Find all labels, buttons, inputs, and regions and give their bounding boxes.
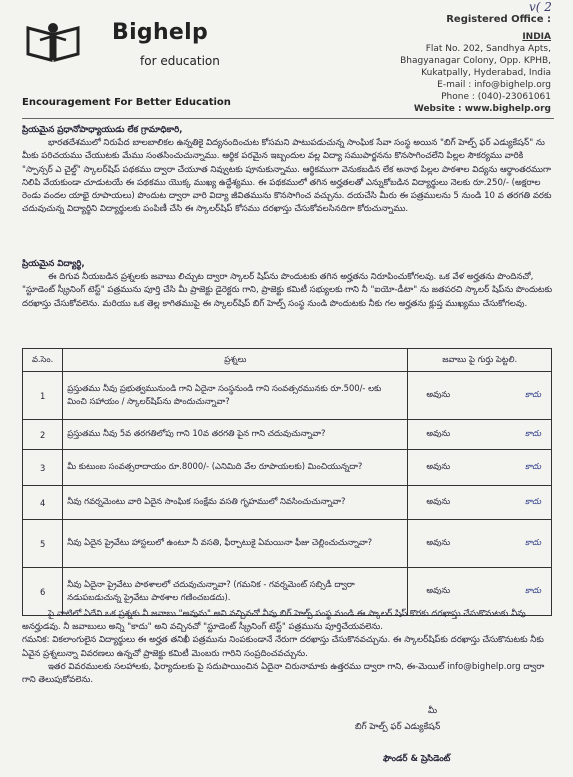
- paragraph-eligibility: ఈ దిగువ నీయబడిన ప్రశ్నలకు జవాబు లిచ్చుట ద్వారా స్కాలర్ షిప్‌ను పొందుటకు తగిన అర్హతను నిరూపించుకోగలవు. ఒక వేళ అర్హతను పొందినచో, "స్టూడెంట్ స్క్రీనింగ్ టెస్ట్" పత్రమును పూర్తి చేసి మీ ప్రాజెక్టు డైరెక్టరు గాని, ప్రాజెక్టు కమిటీ సభ్యులకు గాని నీ "ఐయో-డీటా" ను జతపరచి స్కాలర్ షిప్‌ను పొందుటకు దరఖాస్తు చేసుకోవలెను. మరియు ఒక తెల్ల కాగితముపై ఈ స్కాలర్‌షిప్ బిగ్ హెల్ప్ సంస్థ నుండి పొందుటకు నీకు గల అర్హతను క్లుప్త ముఖ్యము చేసుకోగలవు.: [22, 272, 553, 309]
- row-question: ప్రస్తుతము నీవు 5వ తరగతిలోపు గాని 10వ తరగతి పైన గాని చదువుచున్నావా?: [63, 420, 408, 450]
- answer-cell: [408, 486, 552, 520]
- address-phone: Phone : (040)-23061061: [441, 92, 551, 102]
- row-question: నీవు ఏదైన ప్రైవేటు హాస్టలులో ఉంటూ నీ వసతి, ఫీర్పాటుకై ఏమయినా ఫీజు చెల్లించుచున్నావా?: [63, 520, 408, 568]
- address-email: E-mail : info@bighelp.org: [437, 80, 551, 90]
- salutation-headmaster: ప్రియమైన ప్రధానోపాధ్యాయుడు లేక గ్రామాధికారి,: [22, 125, 183, 135]
- answer-no-option-marked[interactable]: కాదు: [524, 537, 541, 547]
- row-number: 6: [23, 568, 63, 616]
- answer-no-option-marked[interactable]: కాదు: [524, 585, 541, 595]
- eligibility-table-wrapper: [22, 348, 552, 616]
- registered-office-address: [341, 14, 551, 115]
- row-number: 4: [23, 486, 63, 520]
- table-row: [23, 450, 552, 486]
- address-line-2: Bhagyanagar Colony, Opp. KPHB,: [400, 56, 551, 66]
- answer-cell: [408, 420, 552, 450]
- letter-body-headmaster: [22, 124, 554, 216]
- row-question: నీవు ఏదైనా ప్రైవేటు పాఠశాలలో చదువుచున్నావా? (గమనిక - గవర్నమెంట్ సబ్సిడీ ద్వారా నడుపబడుచున్న ప్రైవేటు పాఠశాల గణించబడదు).: [63, 568, 408, 616]
- answer-no-option-marked[interactable]: కాదు: [524, 389, 541, 399]
- closing-word: మీ: [428, 706, 438, 716]
- address-country: INDIA: [522, 32, 551, 42]
- org-tagline: Encouragement For Better Education: [22, 97, 231, 108]
- address-website: Website : www.bighelp.org: [413, 104, 551, 114]
- answer-yes-option[interactable]: అవును: [426, 537, 451, 547]
- answer-yes-option[interactable]: అవును: [426, 461, 451, 471]
- answer-no-option-marked[interactable]: కాదు: [524, 496, 541, 506]
- answer-cell: [408, 520, 552, 568]
- header-answer: జవాబు పై గుర్తు పెట్టలి.: [408, 349, 552, 372]
- org-subtitle: for education: [140, 54, 220, 68]
- bighelp-logo-icon: [22, 20, 84, 64]
- answer-cell: [408, 450, 552, 486]
- table-row: [23, 486, 552, 520]
- table-header-row: [23, 349, 552, 372]
- eligibility-questions-table: [22, 348, 552, 616]
- footer-paragraph-ineligibility: పై వాటిలో ఏదేని ఒక ప్రశ్నకు నీ జవాబు "అవును" అని వచ్చినచో నీవు బిగ్ హెల్ప్ సంస్థ నుండి ఈ స్కాలర్ షిప్ కొరకు దరఖాస్తు చేసుకొనుటకు నీవు అనర్హుడవు. నీ జవాబులు అన్ని "కాదు" అని వచ్చినచో "స్టూడెంట్ స్క్రీనింగ్ టెస్ట్" పత్రమును పూర్తిచేయవలెను.: [22, 609, 526, 633]
- letter-footer: [22, 608, 554, 687]
- row-number: 5: [23, 520, 63, 568]
- answer-no-option-marked[interactable]: కాదు: [524, 428, 541, 438]
- paragraph-introduction: భారతదేశములో నిరుపేద బాలబాలికల ఉన్నతికై విద్యనందించుట కోసమని పాటుపడుచున్న సాంఘిక సేవా సంస్థ అయిన "బిగ్ హెల్ప్ ఫర్ ఎడ్యుకేషన్" ను మీకు పరిచయము చేయుటకు మేము సంతసించుచున్నాము. ఆర్థిక పరమైన ఇబ్బందుల వల్ల విద్యా సముపార్జనను కొనసాగించలేని పిల్లల సౌకర్యము వారికి "స్పాన్సర్ ఎ చైల్డ్" స్కాలర్‌షిప్ పథకము ద్వారా చేయూత నివ్వుటకు పూనుకున్నాము. ఆర్థికముగా వెనుకబడిన లేక అనాథ పిల్లల పాఠశాల విద్యను ఆర్థాంతరముగా నిలిపి వేయకుండా చూడుటయే ఈ పథకము యొక్క ముఖ్య ఉద్దేశ్యము. ఈ పథకములో తగిన అర్హతలతో ఎన్నుకోబడిన విద్యార్థులు నెలకు రూ.250/- (అక్షరాల రెండు వందల యాభై రూపాయలు) పొందుట ద్వారా వారి విద్యా జీవితమును కొనసాగించ వచ్చును. దయచేసి మీరు ఈ పత్రములను 5 నుండి 10 వ తరగతి వరకు చదువుచున్న విద్యార్థిని విద్యార్థులకు పంపిణీ చేసి ఈ స్కాలర్‌షిప్ కోసము దరఖాస్తు చేసుకోవలసినదిగా కోరుచున్నాము.: [22, 138, 552, 215]
- header-questions: ప్రశ్నలు: [63, 349, 408, 372]
- row-number: 2: [23, 420, 63, 450]
- answer-yes-option[interactable]: అవును: [426, 496, 451, 506]
- letter-body-student: [22, 258, 554, 311]
- table-row: [23, 520, 552, 568]
- answer-yes-option[interactable]: అవును: [426, 389, 451, 399]
- registered-office-label: Registered Office :: [446, 14, 551, 25]
- row-question: మీ కుటుంబ సంవత్సరాదాయం రూ.8000/- (ఎనిమిది వేల రూపాయలకు) మించియున్నదా?: [63, 450, 408, 486]
- signature-title: ఫౌండర్ & ప్రెసిడెంట్: [383, 754, 451, 764]
- answer-cell: [408, 372, 552, 420]
- signature-organization: బిగ్ హెల్ప్ ఫర్ ఎడ్యుకేషన్: [355, 722, 441, 732]
- table-row: [23, 420, 552, 450]
- answer-yes-option[interactable]: అవును: [426, 428, 451, 438]
- handwritten-page-mark: v( 2: [529, 0, 552, 14]
- salutation-student: ప్రియమైన విద్యార్థి,: [22, 259, 85, 269]
- address-line-3: Kukatpally, Hyderabad, India: [421, 68, 551, 78]
- answer-no-option-marked[interactable]: కాదు: [524, 461, 541, 471]
- row-number: 3: [23, 450, 63, 486]
- row-number: 1: [23, 372, 63, 420]
- header-serial-number: వ.సెం.: [23, 349, 63, 372]
- row-question: నీవు గవర్నమెంటు వారి ఏదైన సాంఘిక సంక్షేమ వసతి గృహములో నివసించుచున్నావా?: [63, 486, 408, 520]
- address-line-1: Flat No. 202, Sandhya Apts,: [425, 44, 551, 54]
- footer-paragraph-note: గమనిక: వికలాంగులైన విద్యార్థులు ఈ అర్హత తనిఖీ పత్రమును నింపకుండానే నేరుగా దరఖాస్తు చేసుకొనవచ్చును. ఈ స్కాలర్‌షిప్‌కు దరఖాస్తు చేసుకొనుటకు నీకు ఏవైన ప్రశ్నలున్నా వివరణలు ఉన్నచో ప్రాజెక్టు కమిటీ మెంబరు గారిని సంప్రదించవచ్చును.: [22, 635, 544, 659]
- header-divider: [22, 118, 554, 119]
- table-row: [23, 372, 552, 420]
- answer-yes-option[interactable]: అవును: [426, 585, 451, 595]
- footer-paragraph-contact: ఇతర వివరములకు సలహాలకు, ఫిర్యాదులకు పై సదుపాయించిన ఏదైనా చిరునామాకు ఉత్తరము ద్వారా గాని, ఈ-మెయిల్ info@bighelp.org ద్వారా గాని తెలుపుకోవలెను.: [22, 661, 545, 686]
- row-question: ప్రస్తుతము నీవు ప్రభుత్వమునుండి గాని ఏదైనా సంస్థనుండి గాని సంవత్సరమునకు రూ.500/- లకు మించి సహాయం / స్కాలర్‌షిప్‌ను పొందుచున్నావా?: [63, 372, 408, 420]
- org-name: Bighelp: [112, 20, 209, 45]
